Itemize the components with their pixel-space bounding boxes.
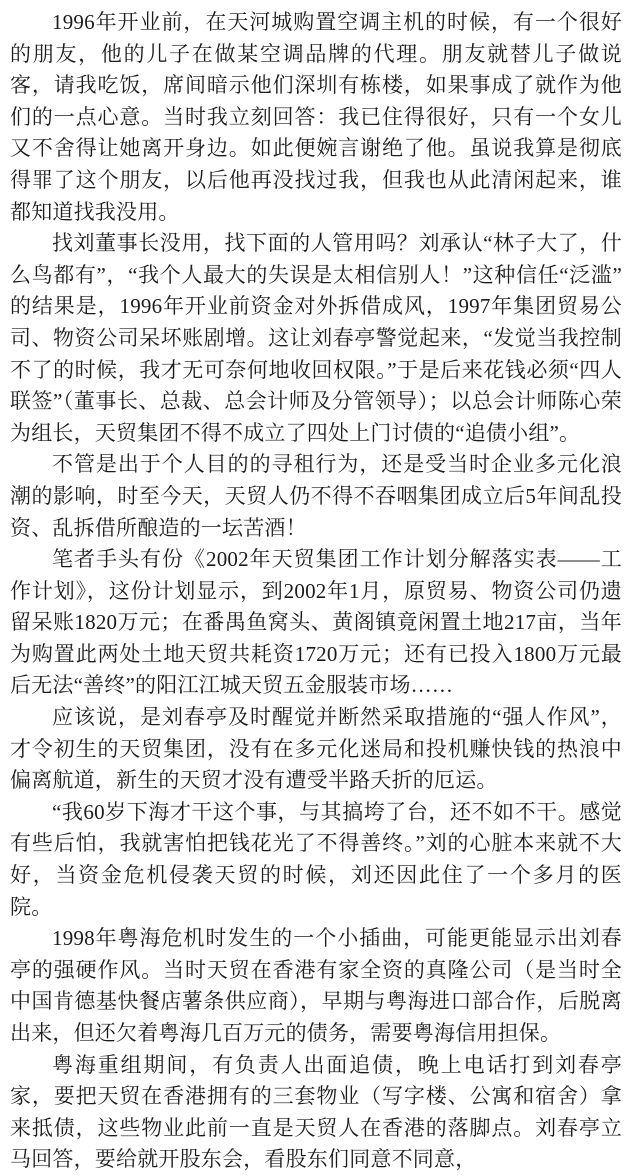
paragraph-5: 应该说，是刘春亭及时醒觉并断然采取措施的“强人作风”，才令初生的天贸集团，没有在多元化迷局和投机赚快钱的热浪中偏离航道，新生的天贸才没有遭受半路夭折的厄运。: [10, 705, 622, 793]
paragraph-1: 1996年开业前，在天河城购置空调主机的时候，有一个很好的朋友，他的儿子在做某空调品牌的代理。朋友就替儿子做说客，请我吃饭，席间暗示他们深圳有栋楼，如果事成了就作为他们的一点心意。当时我立刻回答：我已住得很好，只有一个女儿又不舍得让她离开身边。如此便婉言谢绝了他。虽说我算是彻底得罪了这个朋友，以后他再没找过我，但我也从此清闲起来，谁都知道找我没用。: [10, 10, 622, 224]
paragraph-7: 1998年粤海危机时发生的一个小插曲，可能更能显示出刘春亭的强硬作风。当时天贸在香港有家全资的真隆公司（是当时全中国肯德基快餐店薯条供应商），早期与粤海进口部合作，后脱离出来，但还欠着粤海几百万元的债务，需要粤海信用担保。: [10, 926, 622, 1045]
paragraph-4: 笔者手头有份《2002年天贸集团工作计划分解落实表——工作计划》，这份计划显示，到2002年1月，原贸易、物资公司仍遗留呆账1820万元；在番禺鱼窝头、黄阁镇竟闲置土地217亩，当年为购置此两处土地天贸共耗资1720万元；还有已投入1800万元最后无法“善终”的阳江江城天贸五金服装市场……: [10, 547, 622, 698]
paragraph-8: 粤海重组期间，有负责人出面追债，晚上电话打到刘春亭家，要把天贸在香港拥有的三套物业（写字楼、公寓和宿舍）拿来抵债，这些物业此前一直是天贸人在香港的落脚点。刘春亭立马回答，要给就开股东会，看股东们同意不同意，: [10, 1052, 622, 1172]
paragraph-3: 不管是出于个人目的的寻租行为，还是受当时企业多元化浪潮的影响，时至今天，天贸人仍不得不吞咽集团成立后5年间乱投资、乱拆借所酿造的一坛苦酒！: [10, 452, 622, 540]
paragraph-2: 找刘董事长没用，找下面的人管用吗？刘承认“林子大了，什么鸟都有”，“我个人最大的失误是太相信别人！”这种信任“泛滥”的结果是，1996年开业前资金对外拆借成风，1997年集团贸易公司、物资公司呆坏账剧增。这让刘春亭警觉起来，“发觉当我控制不了的时候，我才无可奈何地收回权限。”于是后来花钱必须“四人联签”（董事长、总裁、总会计师及分管领导）；以总会计师陈心荣为组长，天贸集团不得不成立了四处上门讨债的“追债小组”。: [10, 231, 622, 445]
paragraph-6: “我60岁下海才干这个事，与其搞垮了台，还不如不干。感觉有些后怕，我就害怕把钱花光了不得善终。”刘的心脏本来就不大好，当资金危机侵袭天贸的时候，刘还因此住了一个多月的医院。: [10, 799, 622, 919]
